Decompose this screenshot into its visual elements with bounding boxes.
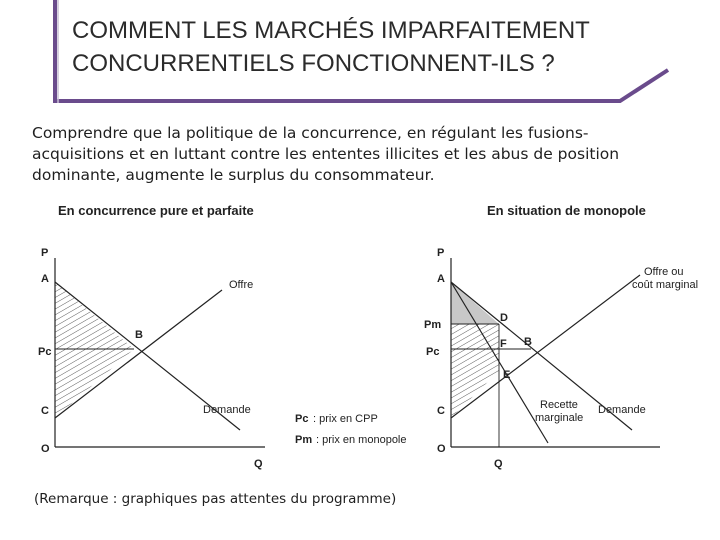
- legend-pc-text: : prix en CPP: [313, 413, 378, 425]
- right-offre-label-1: Offre ou: [644, 266, 684, 278]
- left-demande-label: Demande: [203, 404, 251, 416]
- right-f-label: F: [500, 338, 507, 350]
- left-graph: [38, 203, 265, 470]
- right-pm-label: Pm: [424, 319, 442, 331]
- right-e-label: E: [503, 369, 511, 381]
- producer-surplus-area: [55, 349, 134, 418]
- slide-title: [72, 14, 672, 80]
- right-c-label: C: [437, 405, 445, 417]
- right-demande-label: Demande: [598, 404, 646, 416]
- legend-pc-key: Pc: [295, 413, 309, 425]
- price-legend: [295, 413, 407, 446]
- right-o-label: O: [437, 443, 446, 455]
- left-graph-heading: En concurrence pure et parfaite: [58, 203, 254, 218]
- legend-pm-key: Pm: [295, 434, 313, 446]
- title-line-1: COMMENT LES MARCHÉS IMPARFAITEMENT: [72, 17, 590, 44]
- right-q-label: Q: [494, 458, 503, 470]
- right-graph: [424, 203, 698, 470]
- left-offre-label: Offre: [229, 279, 254, 291]
- monopoly-producer-surplus: [451, 324, 499, 418]
- legend-pm-text: : prix en monopole: [316, 434, 407, 446]
- right-recette-label-2: marginale: [535, 412, 584, 424]
- intro-line-3: dominante, augmente le surplus du consommateur.: [32, 166, 435, 184]
- left-p-label: P: [41, 247, 49, 259]
- right-b-label: B: [524, 336, 532, 348]
- right-recette-label-1: Recette: [540, 399, 578, 411]
- intro-paragraph: [32, 123, 682, 186]
- right-pc-label: Pc: [426, 346, 440, 358]
- intro-line-2: acquisitions et en luttant contre les ententes illicites et les abus de position: [32, 145, 620, 163]
- remark-note: (Remarque : graphiques pas attentes du programme): [34, 491, 397, 507]
- right-offre-label-2: coût marginal: [632, 279, 699, 291]
- intro-line-1: Comprendre que la politique de la concurrence, en régulant les fusions-: [32, 124, 589, 142]
- left-pc-label: Pc: [38, 346, 52, 358]
- title-line-2: CONCURRENTIELS FONCTIONNENT-ILS ?: [72, 50, 555, 77]
- left-a-label: A: [41, 273, 49, 285]
- right-graph-heading: En situation de monopole: [487, 203, 646, 218]
- left-b-label: B: [135, 329, 143, 341]
- left-c-label: C: [41, 405, 49, 417]
- right-p-label: P: [437, 247, 445, 259]
- left-o-label: O: [41, 443, 50, 455]
- right-d-label: D: [500, 312, 508, 324]
- left-q-label: Q: [254, 458, 263, 470]
- right-a-label: A: [437, 273, 445, 285]
